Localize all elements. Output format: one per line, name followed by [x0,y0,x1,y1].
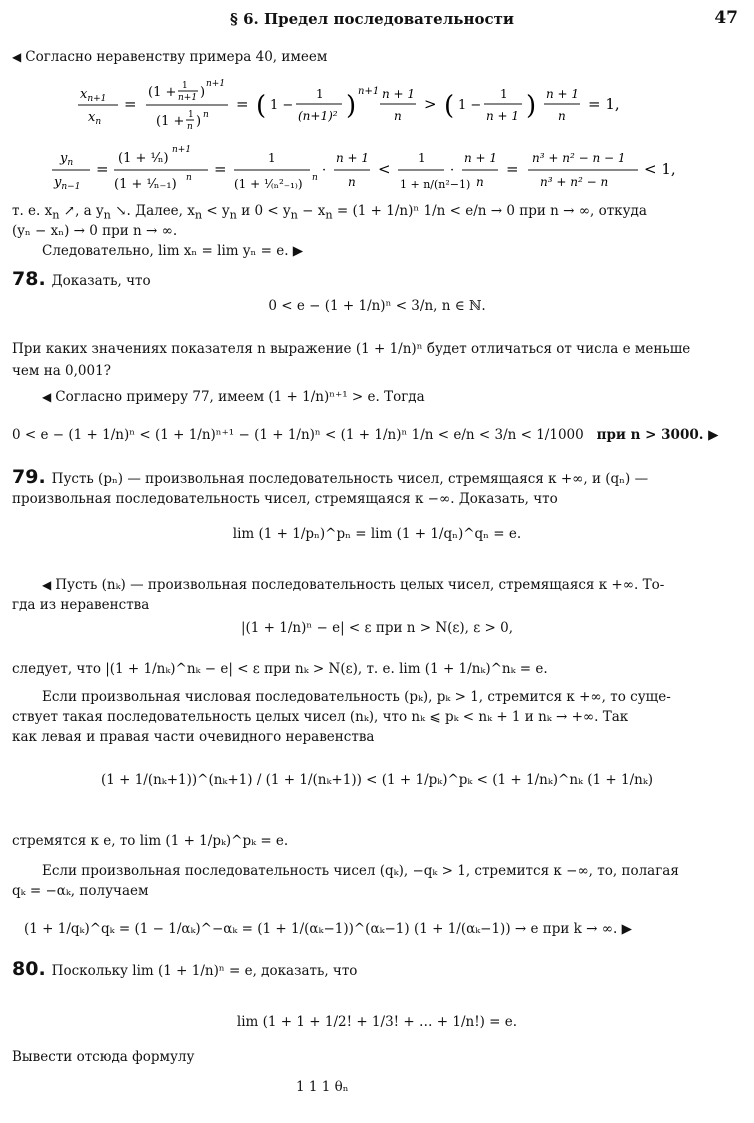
svg-text:n+1: n+1 [206,79,226,89]
problem-79-inequality: |(1 + 1/n)ⁿ − e| < ε при n > N(ε), ε > 0, [240,620,514,636]
svg-text:): ) [200,85,206,100]
equation-yn-ratio [48,140,708,196]
svg-text:n + 1: n + 1 [486,109,520,123]
svg-text:(: ( [256,91,267,121]
svg-text:): ) [526,91,537,121]
problem-80-partial-formula: 1 1 1 θₙ [296,1079,349,1095]
svg-text:(: ( [444,91,455,121]
problem-79-big-inequality: (1 + 1/(nₖ+1))^(nₖ+1) / (1 + 1/(nₖ+1)) < (1 + 1/pₖ)^pₖ < (1 + 1/nₖ)^nₖ (1 + 1/nₖ) [100,772,654,788]
svg-text:·: · [450,163,455,178]
svg-text:1: 1 [316,87,324,101]
problem-79-statement-2: произвольная последовательность чисел, стремящаяся к −∞. Доказать, что [12,491,558,507]
problem-78-number: 78. [12,268,46,290]
problem-79-solution-7: стремятся к e, то lim (1 + 1/pₖ)^pₖ = e. [12,833,289,849]
svg-text:=: = [214,160,227,178]
svg-text:n: n [348,175,356,189]
svg-text:xn+1: $x_{n+1}$ [80,87,107,104]
problem-80-formula: lim (1 + 1 + 1/2! + 1/3! + … + 1/n!) = e. [236,1014,518,1030]
svg-text:n: n [187,122,193,132]
monotonic-line: т. е. $x_n$ ↗, а $y_n$ ↘. Далее, $x_n < y_n$ и $0 < y_n - x_n = (1 + 1/n)^n$ 1/n < e/n → 0 при n → ∞, откуда [12,203,647,222]
svg-text:n: n [312,173,318,183]
svg-text:1 −: 1 − [270,98,294,113]
svg-text:n + 1: n + 1 [336,151,370,165]
svg-text:n: n [203,110,209,120]
svg-text:1 + n/(n²−1): 1 + n/(n²−1) [400,178,471,191]
svg-text:1 −: 1 − [458,98,482,113]
svg-text:(1 + ¹⁄ₙ₋₁): (1 + ¹⁄ₙ₋₁) [114,177,177,192]
problem-78-statement: 78. Доказать, что [12,268,151,290]
svg-text:n + 1: n + 1 [464,151,498,165]
problem-79-final-formula: (1 + 1/qₖ)^qₖ = (1 − 1/αₖ)^−αₖ = (1 + 1/(αₖ−1))^(αₖ−1) (1 + 1/(αₖ−1)) → e при k → ∞. ▶ [24,921,632,937]
svg-text:(n+1)²: (n+1)² [298,109,338,123]
intro-line: ◀ Согласно неравенству примера 40, имеем [12,49,328,65]
difference-limit-line: (yₙ − xₙ) → 0 при n → ∞. [12,223,178,239]
svg-text:1: 1 [268,151,276,165]
svg-text:=: = [236,95,249,113]
svg-text:1: 1 [418,151,426,165]
problem-79-solution-9: qₖ = −αₖ, получаем [12,883,149,899]
svg-text:n + 1: n + 1 [382,87,416,101]
problem-80-number: 80. [12,958,46,980]
problem-78-question-1: При каких значениях показателя n выражение (1 + 1/n)ⁿ будет отличаться от числа e меньше [12,341,691,357]
svg-text:(1 + ¹⁄ₙ): (1 + ¹⁄ₙ) [118,151,169,166]
svg-text:n: n [394,109,402,123]
problem-78-solution-formula: 0 < e − (1 + 1/n)ⁿ < (1 + 1/n)ⁿ⁺¹ − (1 + 1/n)ⁿ < (1 + 1/n)ⁿ 1/n < e/n < 3/n < 1/1000 при n > 3000. ▶ [12,427,719,443]
svg-text:n+1: n+1 [358,86,380,97]
problem-79-solution-4: Если произвольная числовая последовательность (pₖ), pₖ > 1, стремится к +∞, то суще- [42,689,671,705]
page-number: 47 [714,8,738,28]
svg-text:n³ + n² − n: n³ + n² − n [540,175,609,189]
svg-text:=: = [96,160,109,178]
problem-78-formula: 0 < e − (1 + 1/n)ⁿ < 3/n, n ∈ ℕ. [268,298,486,314]
solution-start-marker: ◀ [42,390,52,404]
svg-text:n: n [476,175,484,189]
svg-text:yn−1: $y_{n-1}$ [54,175,81,192]
svg-text:xn: $x_n$ [88,110,102,127]
conclusion-line: Следовательно, lim xₙ = lim yₙ = e. ▶ [42,243,304,259]
svg-text:n+1: n+1 [172,145,192,155]
problem-79-solution-1: ◀ Пусть (nₖ) — произвольная последовательность целых чисел, стремящаяся к +∞. То- [42,577,665,593]
problem-78-solution-intro: ◀ Согласно примеру 77, имеем (1 + 1/n)ⁿ⁺¹ > e. Тогда [42,389,425,405]
problem-79-solution-8: Если произвольная последовательность чисел (qₖ), −qₖ > 1, стремится к −∞, то, полагая [42,863,679,879]
equation-xn-ratio [70,74,700,132]
svg-text:n + 1: n + 1 [546,87,580,101]
svg-text:1: 1 [182,81,188,91]
problem-78-question-2: чем на 0,001? [12,363,111,379]
svg-text:< 1,: < 1, [644,160,676,178]
svg-text:n³ + n² − n − 1: n³ + n² − n − 1 [532,151,626,165]
svg-text:1: 1 [188,110,194,120]
problem-79-number: 79. [12,466,46,488]
svg-text:(1 +: (1 + [148,85,177,100]
problem-79-solution-2: гда из неравенства [12,597,150,613]
problem-79-solution-5: ствует такая последовательность целых чисел (nₖ), что nₖ ⩽ pₖ < nₖ + 1 и nₖ → +∞. Так [12,709,629,725]
problem-79-formula: lim (1 + 1/pₙ)^pₙ = lim (1 + 1/qₙ)^qₙ = e. [232,526,522,542]
svg-text:(1 + ¹⁄₍ₙ²₋₁₎): (1 + ¹⁄₍ₙ²₋₁₎) [234,177,303,191]
problem-79-solution-6: как левая и правая части очевидного неравенства [12,729,375,745]
svg-text:n: n [558,109,566,123]
svg-text:n: n [186,173,192,183]
svg-text:=: = [124,95,137,113]
solution-start-marker: ◀ [12,50,22,64]
problem-80-statement: 80. Поскольку lim (1 + 1/n)ⁿ = e, доказать, что [12,958,358,980]
svg-text:yn: $y_n$ [60,151,74,168]
svg-text:): ) [196,114,202,129]
problem-80-derive: Вывести отсюда формулу [12,1049,195,1065]
problem-79-statement-1: 79. Пусть (pₙ) — произвольная последовательность чисел, стремящаяся к +∞, и (qₙ) — [12,466,649,488]
problem-79-solution-3: следует, что |(1 + 1/nₖ)^nₖ − e| < ε при nₖ > N(ε), т. е. lim (1 + 1/nₖ)^nₖ = e. [12,661,548,677]
svg-text:(1 +: (1 + [156,114,185,129]
solution-start-marker: ◀ [42,578,52,592]
svg-text:<: < [378,160,391,178]
section-title: § 6. Предел последовательности [230,10,514,28]
svg-text:): ) [346,91,357,121]
svg-text:>: > [424,95,437,113]
svg-text:=: = [506,160,519,178]
svg-text:= 1,: = 1, [588,95,620,113]
svg-text:·: · [322,163,327,178]
svg-text:1: 1 [500,87,508,101]
svg-text:n+1: n+1 [178,93,198,103]
